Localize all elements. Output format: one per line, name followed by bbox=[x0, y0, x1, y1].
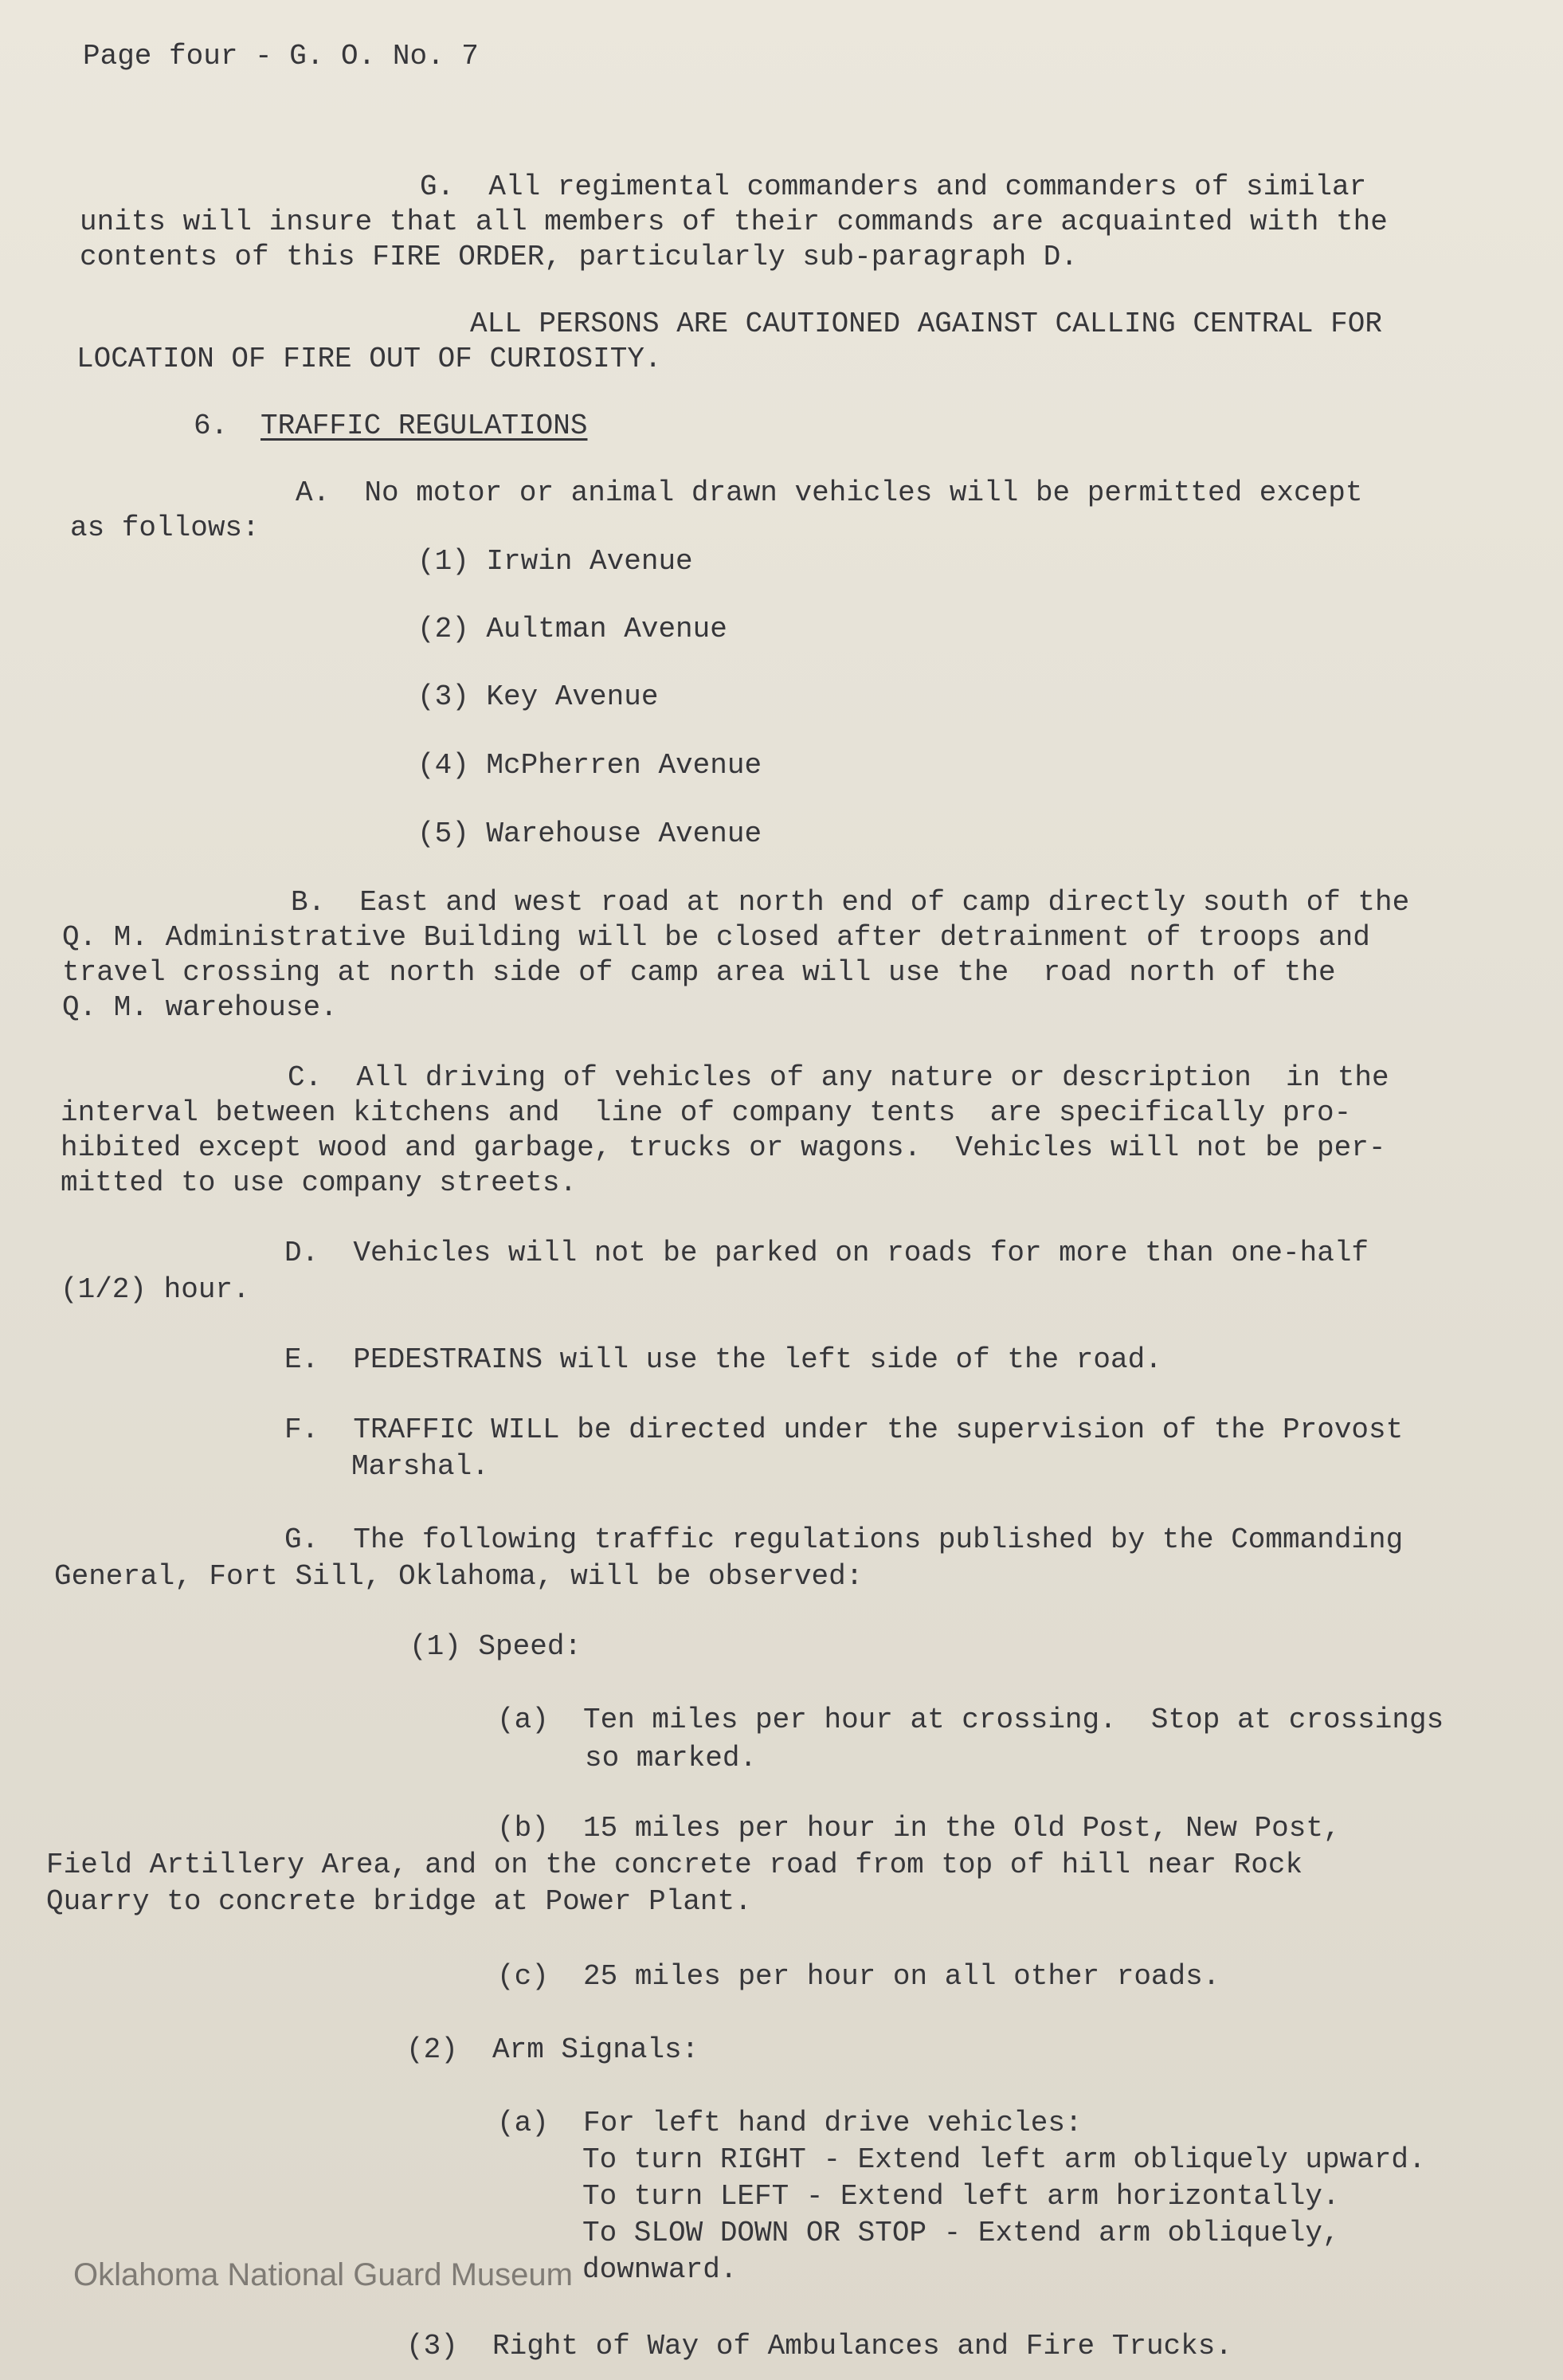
avenue-item: (5) Warehouse Avenue bbox=[417, 818, 762, 850]
traffic-para-g-line-1: G. The following traffic regulations published by the Commanding bbox=[284, 1523, 1404, 1556]
traffic-para-g-line-2: General, Fort Sill, Oklahoma, will be observed: bbox=[54, 1560, 864, 1593]
speed-b-line-1: (b) 15 miles per hour in the Old Post, New Post, bbox=[497, 1812, 1341, 1845]
para-f-line-1: F. TRAFFIC WILL be directed under the supervision of the Provost bbox=[284, 1413, 1404, 1446]
page-header: Page four - G. O. No. 7 bbox=[83, 40, 479, 73]
para-a-line-2: as follows: bbox=[70, 512, 260, 544]
para-c-line-3: hibited except wood and garbage, trucks or wagons. Vehicles will not be per- bbox=[61, 1131, 1386, 1164]
speed-a-line-1: (a) Ten miles per hour at crossing. Stop at crossings bbox=[497, 1704, 1444, 1736]
para-b-line-4: Q. M. warehouse. bbox=[62, 991, 338, 1024]
para-f-line-2: Marshal. bbox=[351, 1450, 489, 1483]
para-c-line-4: mitted to use company streets. bbox=[61, 1166, 578, 1199]
section-number: 6. bbox=[194, 410, 229, 442]
para-b-line-3: travel crossing at north side of camp area will use the road north of the bbox=[62, 956, 1336, 989]
fire-para-g-line-2: units will insure that all members of their commands are acquainted with the bbox=[80, 206, 1388, 238]
avenue-item: (3) Key Avenue bbox=[417, 680, 659, 713]
avenue-item: (2) Aultman Avenue bbox=[417, 613, 727, 645]
fire-para-g-line-3: contents of this FIRE ORDER, particularly sub-paragraph D. bbox=[80, 241, 1079, 273]
avenue-item: (4) McPherren Avenue bbox=[417, 749, 762, 782]
para-b-line-2: Q. M. Administrative Building will be closed after detrainment of troops and bbox=[62, 921, 1370, 954]
arm-signals-a-line-1: (a) For left hand drive vehicles: bbox=[497, 2107, 1083, 2139]
arm-signals-a-line-5: downward. bbox=[582, 2253, 738, 2286]
avenue-item: (1) Irwin Avenue bbox=[417, 545, 693, 578]
arm-signals-a-line-2: To turn RIGHT - Extend left arm obliquely upward. bbox=[582, 2143, 1426, 2176]
para-c-line-2: interval between kitchens and line of company tents are specifically pro- bbox=[61, 1096, 1352, 1129]
speed-c: (c) 25 miles per hour on all other roads. bbox=[497, 1960, 1220, 1993]
caution-line-2: LOCATION OF FIRE OUT OF CURIOSITY. bbox=[76, 343, 662, 375]
speed-b-line-3: Quarry to concrete bridge at Power Plant. bbox=[46, 1885, 752, 1918]
para-d-line-1: D. Vehicles will not be parked on roads for more than one-half bbox=[284, 1237, 1369, 1269]
speed-heading: (1) Speed: bbox=[409, 1630, 582, 1663]
para-e: E. PEDESTRAINS will use the left side of the road. bbox=[284, 1343, 1162, 1376]
arm-signals-heading: (2) Arm Signals: bbox=[406, 2033, 699, 2066]
museum-watermark: Oklahoma National Guard Museum bbox=[73, 2257, 573, 2292]
para-d-line-2: (1/2) hour. bbox=[61, 1273, 250, 1306]
section-title: TRAFFIC REGULATIONS bbox=[260, 410, 588, 442]
speed-b-line-2: Field Artillery Area, and on the concrete road from top of hill near Rock bbox=[46, 1849, 1303, 1881]
para-c-line-1: C. All driving of vehicles of any nature or description in the bbox=[288, 1061, 1389, 1094]
right-of-way-heading: (3) Right of Way of Ambulances and Fire Trucks. bbox=[406, 2330, 1232, 2362]
speed-a-line-2: so marked. bbox=[585, 1742, 758, 1774]
caution-line-1: ALL PERSONS ARE CAUTIONED AGAINST CALLING CENTRAL FOR bbox=[470, 308, 1382, 340]
fire-para-g-line-1: G. All regimental commanders and commanders of similar bbox=[420, 171, 1367, 203]
para-b-line-1: B. East and west road at north end of camp directly south of the bbox=[291, 886, 1410, 919]
para-a-line-1: A. No motor or animal drawn vehicles will be permitted except bbox=[296, 476, 1363, 509]
arm-signals-a-line-3: To turn LEFT - Extend left arm horizontally. bbox=[582, 2180, 1340, 2213]
arm-signals-a-line-4: To SLOW DOWN OR STOP - Extend arm obliquely, bbox=[582, 2217, 1340, 2249]
